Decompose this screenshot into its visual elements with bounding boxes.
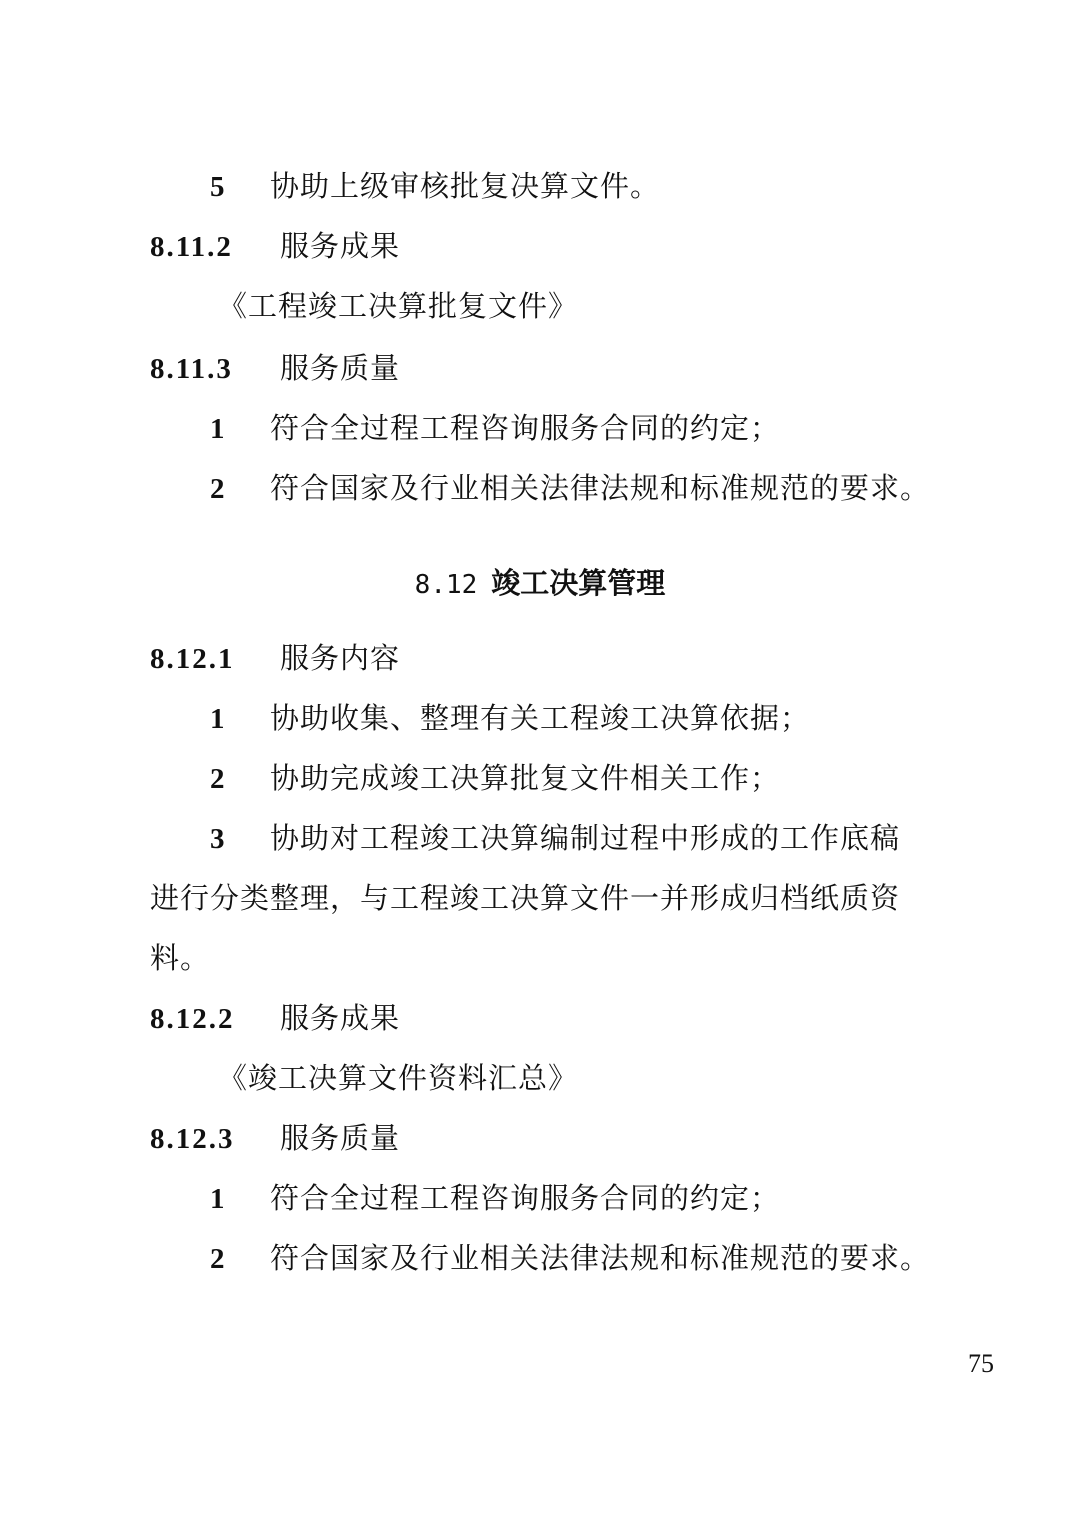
- item-number: 3: [210, 823, 226, 855]
- item-number: 1: [210, 703, 226, 735]
- subsection-title: 服务成果: [280, 1001, 401, 1035]
- list-item: [210, 1238, 930, 1279]
- deliverable-document: [218, 1058, 578, 1098]
- continuation-text: 进行分类整理，与工程竣工决算文件一并形成归档纸质资: [150, 881, 901, 915]
- section-heading: [0, 563, 1080, 605]
- subsection-title: 服务质量: [280, 351, 401, 385]
- page-number: 75: [968, 1349, 994, 1378]
- subsection-number: 8.12.3: [150, 1123, 235, 1155]
- section-number: 8.12: [414, 570, 478, 600]
- item-number: 5: [210, 171, 226, 203]
- item-text: 协助对工程竣工决算编制过程中形成的工作底稿: [270, 821, 901, 855]
- item-text: 协助上级审核批复决算文件。: [270, 169, 661, 203]
- deliverable-document: [218, 286, 578, 326]
- list-item: [210, 698, 810, 739]
- subsection-heading: [150, 348, 400, 389]
- list-item: [210, 1178, 780, 1219]
- subsection-number: 8.11.2: [150, 231, 233, 263]
- list-item: [210, 758, 780, 799]
- subsection-heading: [150, 1118, 400, 1159]
- item-number: 2: [210, 763, 226, 795]
- item-number: 1: [210, 413, 226, 445]
- continuation-line: [150, 938, 210, 978]
- item-text: 协助收集、整理有关工程竣工决算依据；: [270, 701, 811, 735]
- continuation-text: 料。: [150, 941, 211, 975]
- list-item: [210, 468, 930, 509]
- subsection-number: 8.12.1: [150, 643, 235, 675]
- item-number: 1: [210, 1183, 226, 1215]
- subsection-heading: [150, 998, 400, 1039]
- section-title: 竣工决算管理: [491, 566, 666, 600]
- item-text: 符合全过程工程咨询服务合同的约定；: [270, 411, 781, 445]
- deliverable-text: 《竣工决算文件资料汇总》: [218, 1061, 579, 1095]
- item-text: 符合国家及行业相关法律法规和标准规范的要求。: [270, 1241, 931, 1275]
- item-number: 2: [210, 473, 226, 505]
- subsection-heading: [150, 638, 400, 679]
- item-number: 2: [210, 1243, 226, 1275]
- continuation-line: [150, 878, 900, 918]
- subsection-number: 8.12.2: [150, 1003, 235, 1035]
- subsection-title: 服务内容: [280, 641, 401, 675]
- subsection-title: 服务质量: [280, 1121, 401, 1155]
- deliverable-text: 《工程竣工决算批复文件》: [218, 289, 579, 323]
- item-text: 符合全过程工程咨询服务合同的约定；: [270, 1181, 781, 1215]
- list-item: [210, 166, 660, 207]
- list-item: [210, 408, 780, 449]
- subsection-number: 8.11.3: [150, 353, 233, 385]
- item-text: 符合国家及行业相关法律法规和标准规范的要求。: [270, 471, 931, 505]
- subsection-heading: [150, 226, 400, 267]
- list-item: [210, 818, 900, 859]
- subsection-title: 服务成果: [280, 229, 401, 263]
- item-text: 协助完成竣工决算批复文件相关工作；: [270, 761, 781, 795]
